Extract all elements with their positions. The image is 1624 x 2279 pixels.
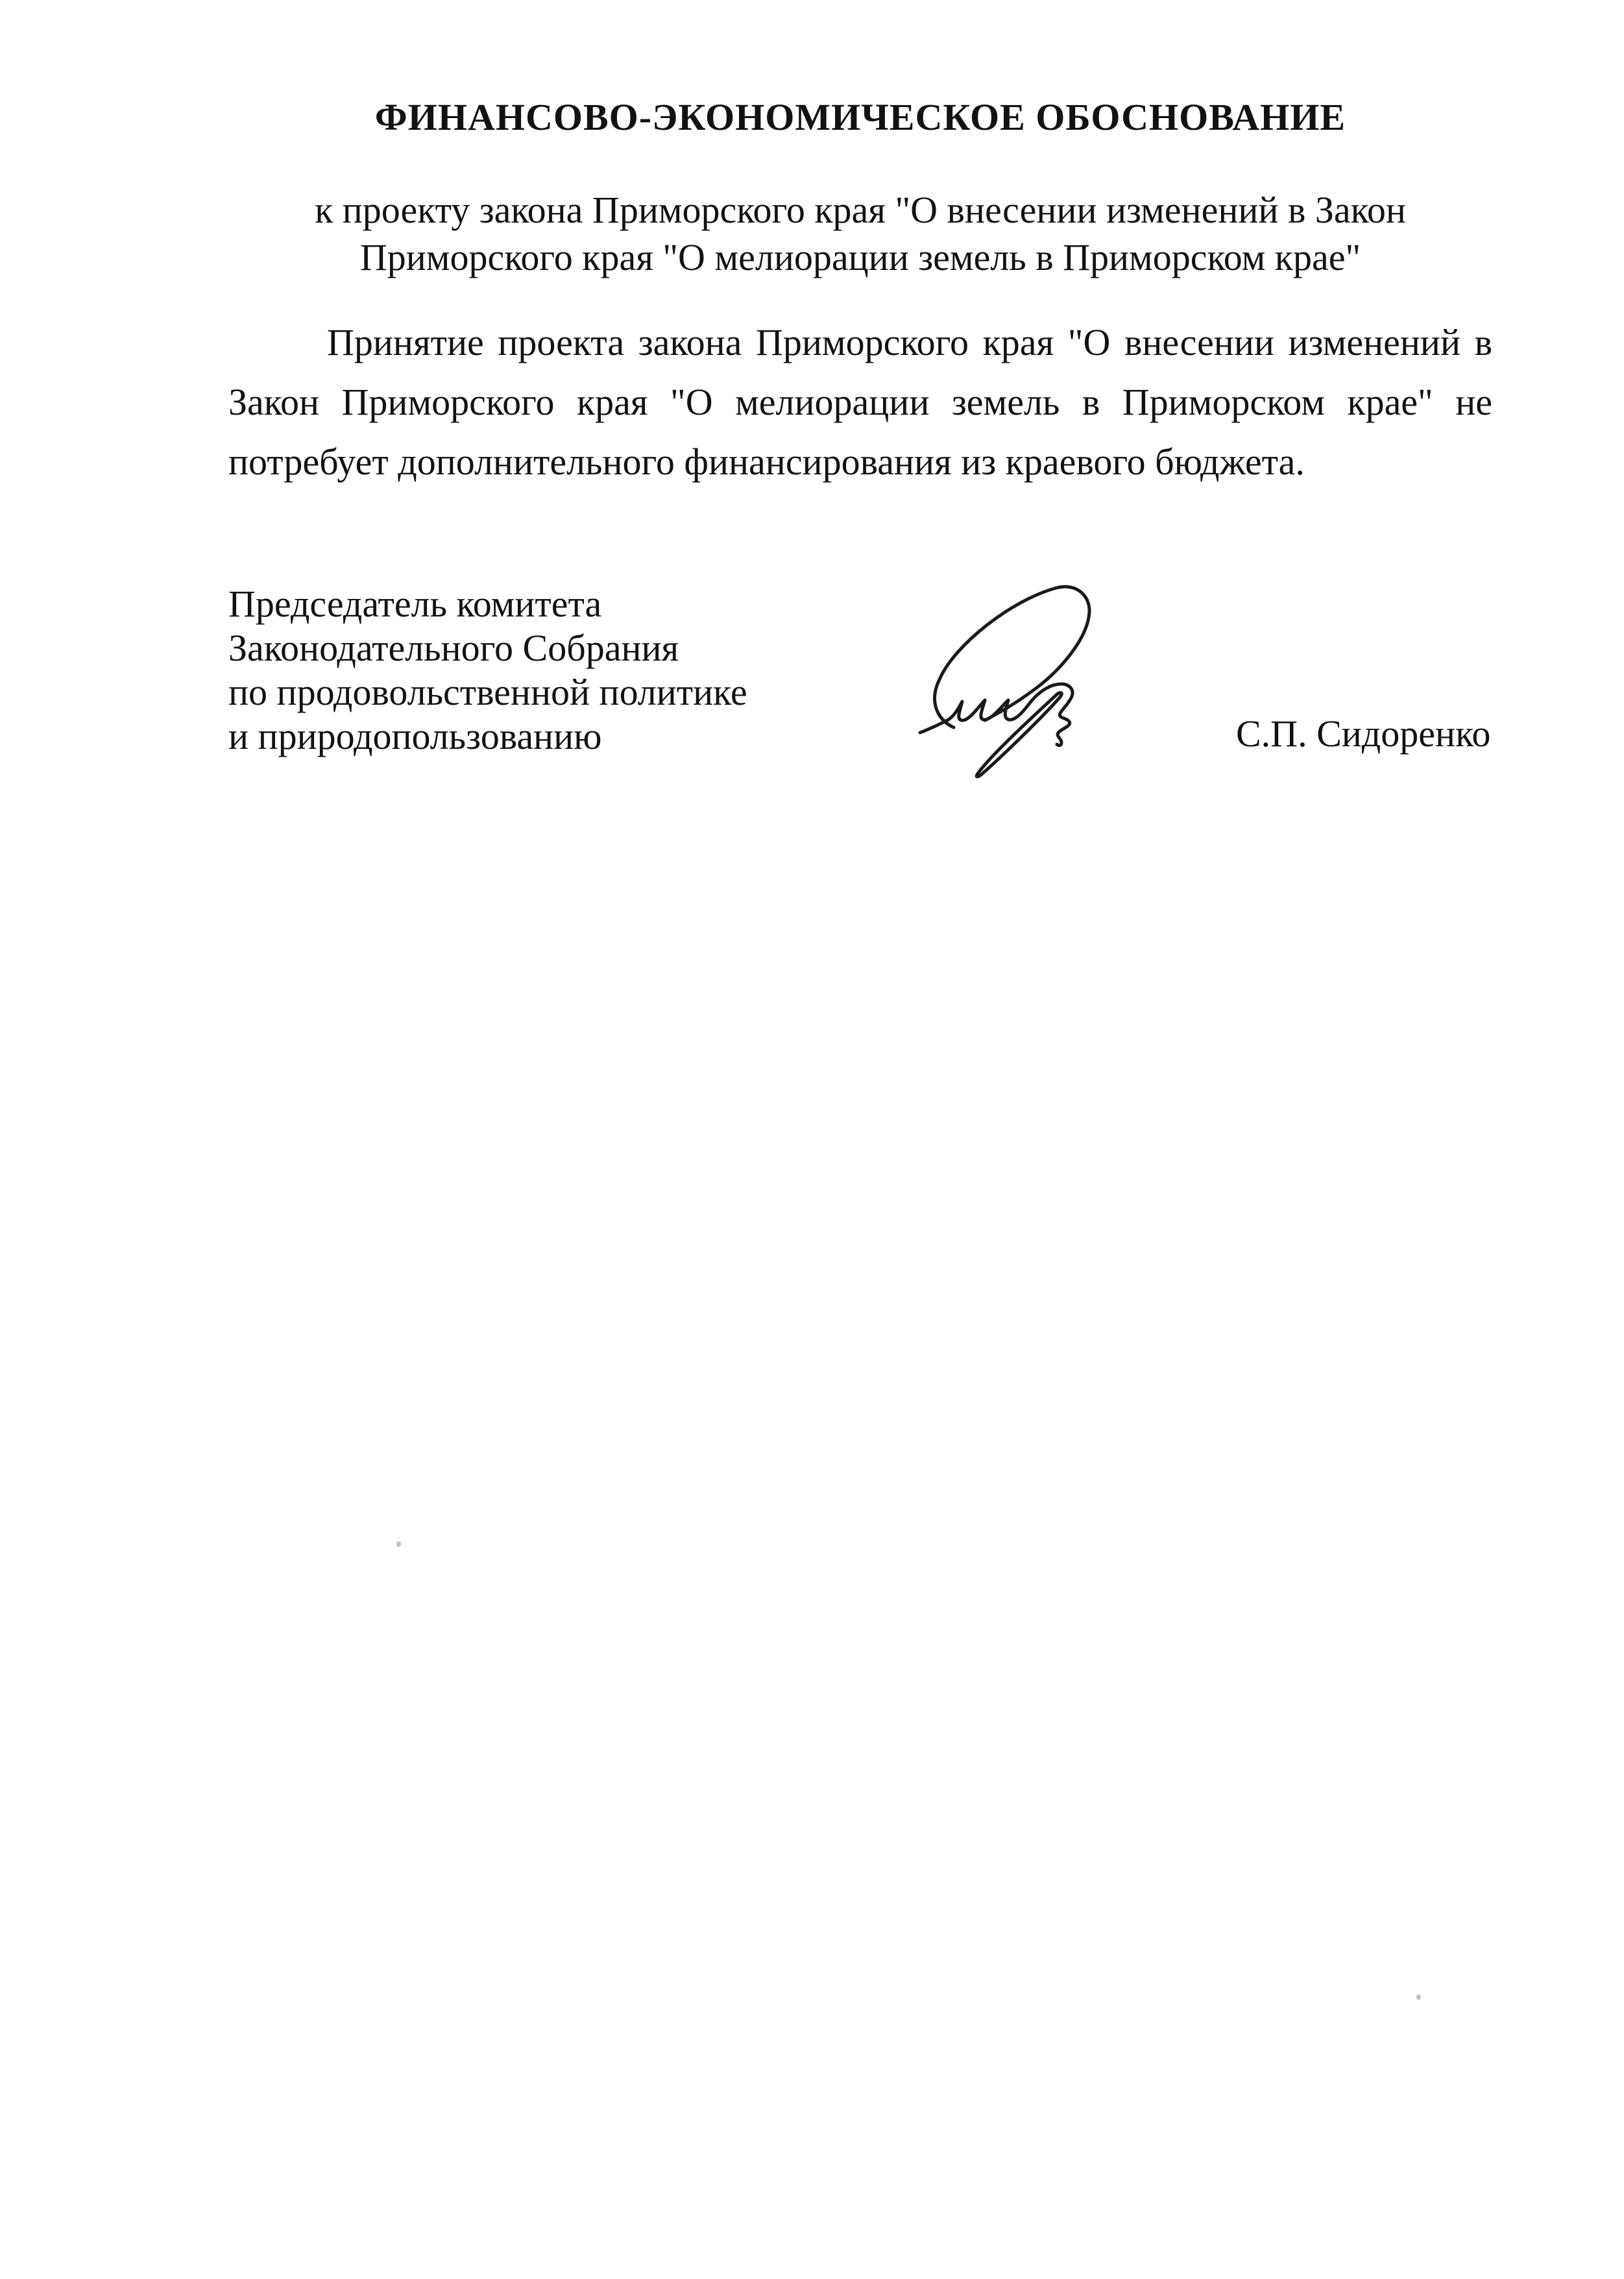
handwritten-signature (914, 573, 1100, 781)
document-subtitle (228, 186, 1492, 281)
subtitle-line-2: Приморского края "О мелиорации земель в Приморском крае" (359, 236, 1361, 278)
signature-position-line-1: Председатель комитета (228, 583, 602, 625)
signature-position-line-4: и природопользованию (228, 715, 602, 757)
signature-position-line-2: Законодательного Собрания (228, 627, 679, 669)
signature-position-block (228, 582, 942, 759)
body-line-3: потребует дополнительного финансирования из краевого бюджета. (228, 441, 1305, 483)
document-title: ФИНАНСОВО-ЭКОНОМИЧЕСКОЕ ОБОСНОВАНИЕ (374, 96, 1346, 138)
scan-artifact-speck (1416, 1994, 1421, 2000)
scan-artifact-speck (396, 1541, 401, 1547)
signature-position-line-3: по продовольственной политике (228, 671, 747, 713)
subtitle-line-1: к проекту закона Приморского края "О внесении изменений в Закон (315, 189, 1406, 231)
body-line-2: Закон Приморского края "О мелиорации земель в Приморском крае" не (228, 381, 1492, 423)
signer-name: С.П. Сидоренко (1236, 713, 1491, 755)
body-line-1: Принятие проекта закона Приморского края "О внесении изменений в (327, 321, 1492, 363)
body-paragraph (228, 313, 1492, 492)
